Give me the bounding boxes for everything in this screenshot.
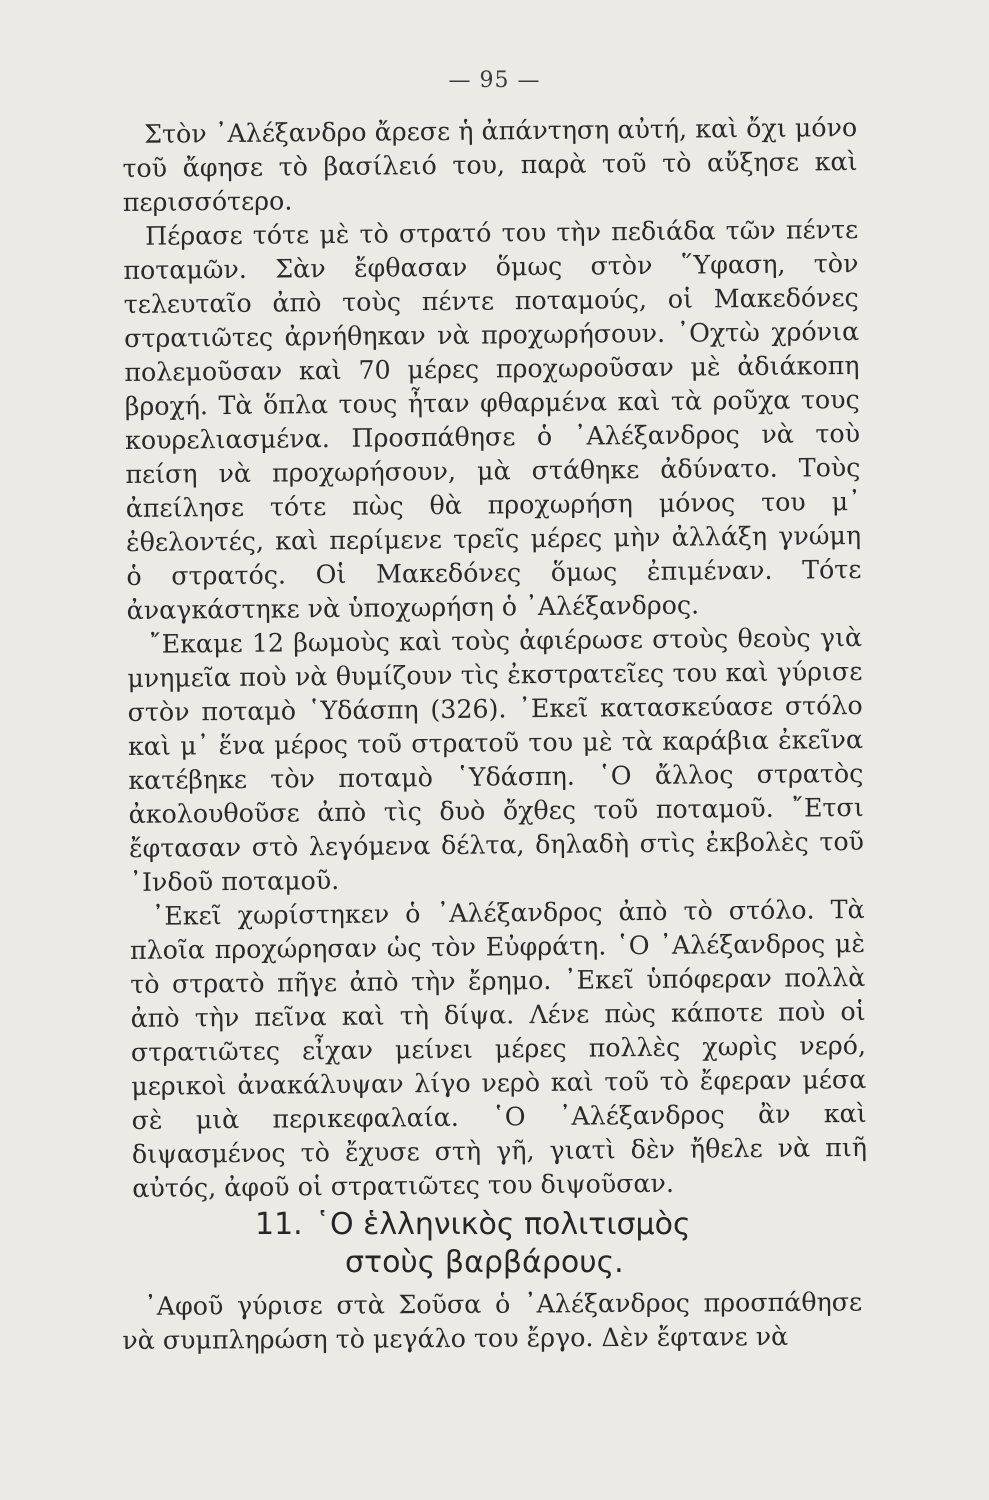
section-title-line2: στοὺς βαρβάρους. [345,1245,624,1280]
section-number: 11. [255,1207,303,1242]
page-number: — 95 — [448,68,541,93]
section-text-block [122,1285,862,1358]
paragraph: Πέρασε τότε μὲ τὸ στρατό του τὴν πεδιάδα τῶν πέντε ποταμῶν. Σὰν ἔφθασαν ὅμως στὸν ῞Υφαση, τὸν τελευταῖο ἀπὸ τοὺς πέντε ποταμούς, οἱ Μακεδόνες στρατιῶτες ἀρνήθηκαν νὰ προχωρήσουν. ᾿Οχτὼ χρόνια πολεμοῦσαν καὶ 70 μέρες προχωροῦσαν μὲ ἀδιάκοπη βροχή. Τὰ ὅπλα τους ἦταν φθαρμένα καὶ τὰ ροῦχα τους κουρελιασμένα. Προσπάθησε ὁ ᾿Αλέξανδρος νὰ τοὺ πείση νὰ προχωρήσουν, μὰ στάθηκε ἀδύνατο. Τοὺς ἀπείλησε τότε πὼς θὰ προχωρήση μόνος του μ᾿ ἐθελοντές, καὶ περίμενε τρεῖς μέρες μὴν ἀλλάξη γνώμη ὁ στρατός. Οἱ Μακεδόνες ὅμως ἐπιμέναν. Τότε ἀναγκάστηκε νὰ ὑποχωρήση ὁ ᾿Αλέξανδρος. [123,214,862,625]
main-text-block [122,111,867,1206]
paragraph: ῎Εκαμε 12 βωμοὺς καὶ τοὺς ἀφιέρωσε στοὺς θεοὺς γιὰ μνημεῖα ποὺ νὰ θυμίζουν τὶς ἐκστρατεῖες του καὶ γύρισε στὸν ποταμὸ ῾Υδάσπη (326). ᾿Εκεῖ κατασκεύασε στόλο καὶ μ᾿ ἕνα μέρος τοῦ στρατοῦ του μὲ τὰ καράβια ἐκεῖνα κατέβηκε τὸν ποταμὸ ῾Υδάσπη. ῾Ο ἄλλος στρατὸς ἀκολουθοῦσε ἀπὸ τὶς δυὸ ὄχθες τοῦ ποταμοῦ. ῎Ετσι ἔφτασαν στὸ λεγόμενα δέλτα, δηλαδὴ στὶς ἐκβολὲς τοῦ ᾿Ινδοῦ ποταμοῦ. [127,622,865,897]
paragraph: ᾿Αφοῦ γύρισε στὰ Σοῦσα ὁ ᾿Αλέξανδρος προσπάθησε νὰ συμπληρώση τὸ μεγάλο του ἔργο. Δὲν ἔφτανε νὰ [122,1287,863,1355]
section-heading [255,1206,775,1282]
paragraph: Στὸν ᾿Αλέξανδρο ἄρεσε ἡ ἀπάντηση αὐτή, καὶ ὄχι μόνο τοῦ ἄφησε τὸ βασίλειό του, παρὰ τοῦ τὸ αὔξησε καὶ περισσότερο. [122,112,858,217]
paragraph: ᾿Εκεῖ χωρίστηκεν ὁ ᾿Αλέξανδρος ἀπὸ τὸ στόλο. Τὰ πλοῖα προχώρησαν ὡς τὸν Εὐφράτη. ῾Ο ᾿Αλέξανδρος μὲ τὸ στρατὸ πῆγε ἀπὸ τὴν ἔρημο. ᾿Εκεῖ ὑπόφεραν πολλὰ ἀπὸ τὴν πεῖνα καὶ τὴ δίψα. Λένε πὼς κάποτε ποὺ οἱ στρατιῶτες εἶχαν μείνει μέρες πολλὲς χωρὶς νερό, μερικοὶ ἀνακάλυψαν λίγο νερὸ καὶ τοῦ τὸ ἔφεραν μέσα σὲ μιὰ περικεφαλαία. ῾Ο ᾿Αλέξανδρος ἂν καὶ διψασμένος τὸ ἔχυσε στὴ γῆ, γιατὶ δὲν ἤθελε νὰ πιῆ αὐτός, ἀφοῦ οἱ στρατιῶτες του διψοῦσαν. [129,894,868,1203]
section-title-line1: ῾Ο ἑλληνικὸς πολιτισμὸς [315,1207,691,1242]
